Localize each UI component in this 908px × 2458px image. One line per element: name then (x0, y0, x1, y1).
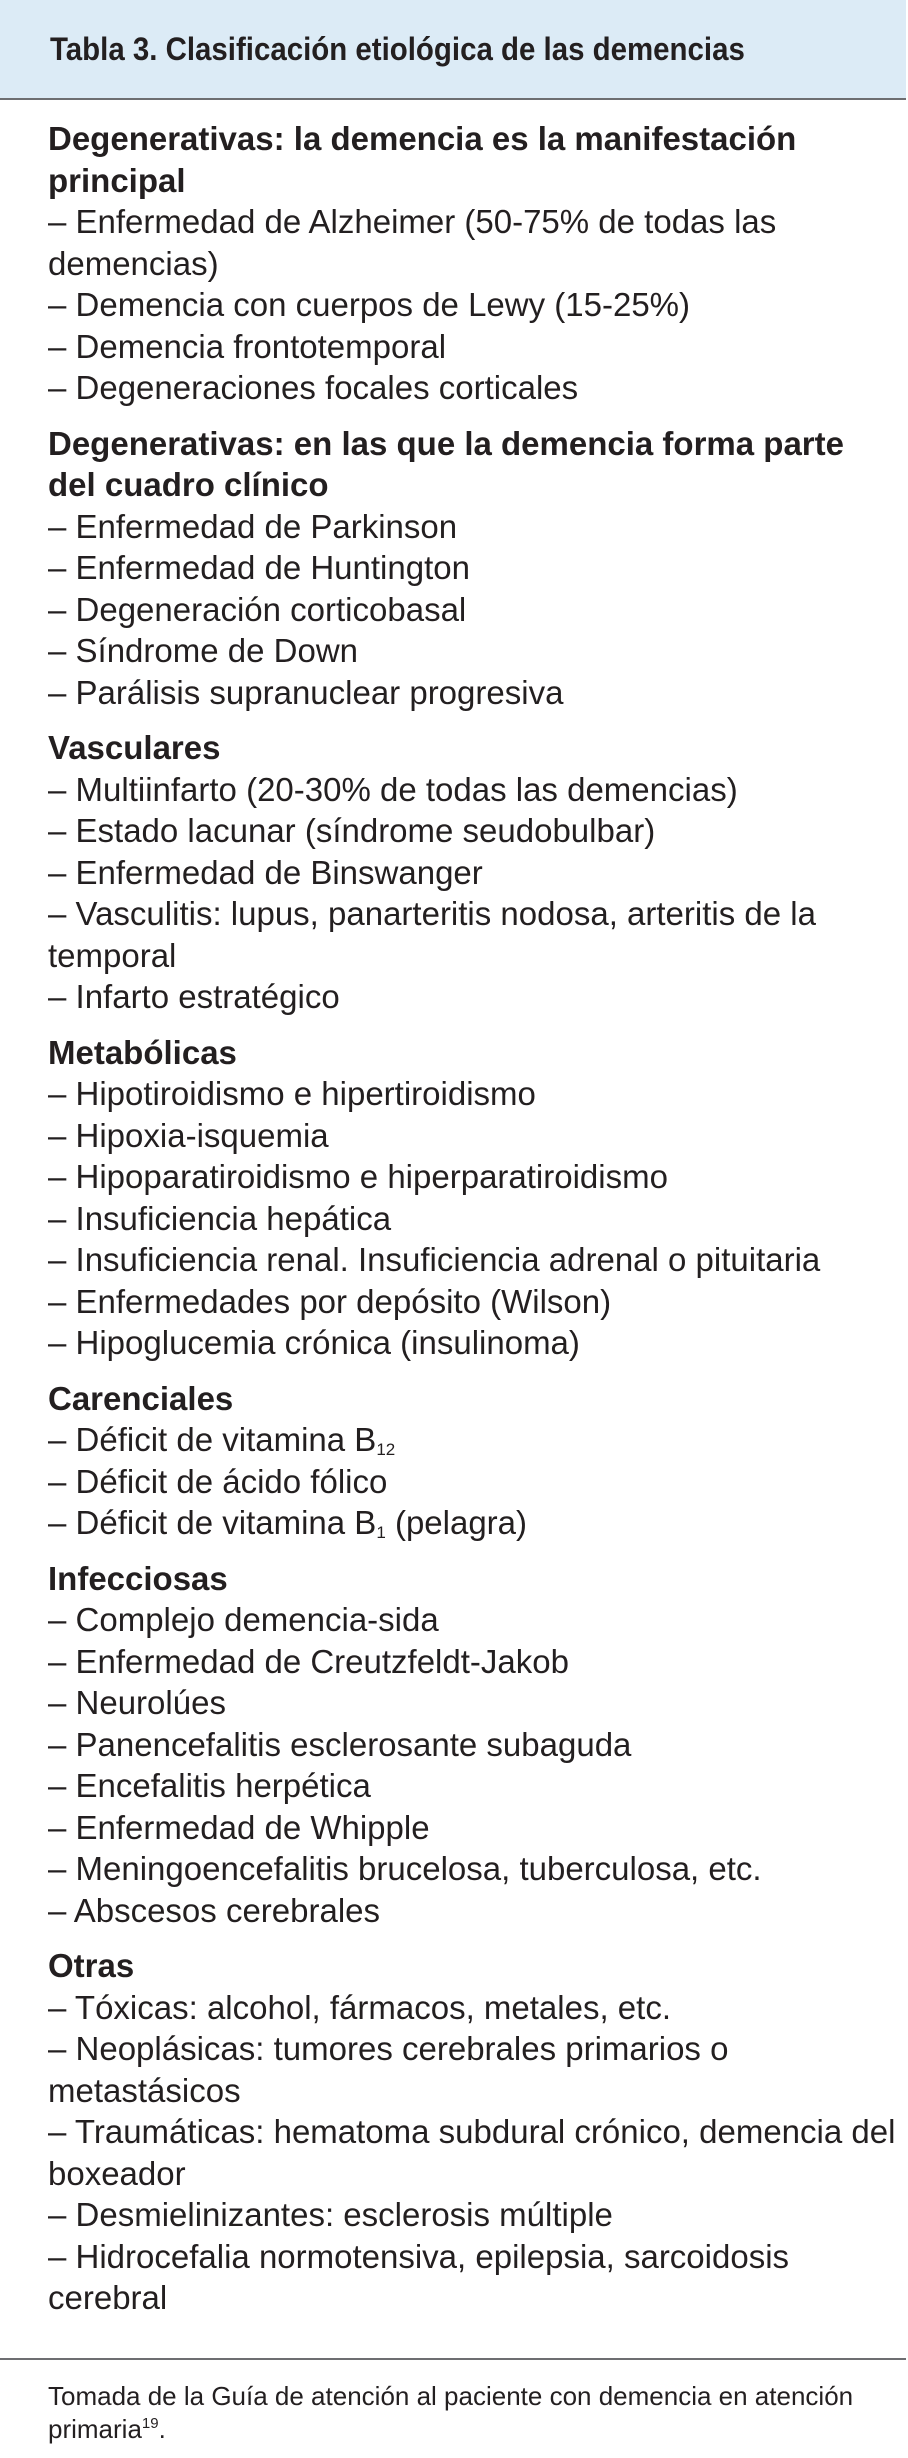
list-item: – Enfermedad de Parkinson (48, 507, 458, 545)
list-item: – Infarto estratégico (48, 978, 340, 1015)
list-item: – Enfermedad de Binswanger (48, 853, 483, 891)
list-item: – Encefalitis herpética (48, 1767, 371, 1804)
list-item: – Hipoglucemia crónica (insulinoma) (48, 1324, 580, 1361)
category-heading: Degenerativas: en las que la demencia forma parte del cuadro clínico (48, 424, 844, 503)
list-item: – Tóxicas: alcohol, fármacos, metales, etc. (48, 1988, 671, 2026)
list-item: – Neoplásicas: tumores cerebrales primarios o metastásicos (48, 2030, 729, 2109)
category-heading: Metabólicas (48, 1033, 237, 1071)
list-item: – Demencia frontotemporal (48, 327, 447, 365)
list-item: – Degeneraciones focales corticales (48, 369, 579, 406)
list-item (48, 1502, 898, 1544)
list-item: – Panencefalitis esclerosante subaguda (48, 1725, 632, 1763)
vitamin-subscript: 1 (376, 1523, 386, 1542)
list-item: – Insuficiencia hepática (48, 1199, 392, 1237)
list-item: – Degeneración corticobasal (48, 590, 467, 628)
list-item: – Abscesos cerebrales (48, 1891, 381, 1929)
footnote-reference: 19 (141, 2415, 159, 2432)
category-heading: Degenerativas: la demencia es la manifestación principal (48, 120, 797, 199)
category-section (48, 423, 898, 714)
list-item (48, 1419, 898, 1461)
footer-divider (0, 2358, 906, 2360)
category-section (48, 118, 898, 409)
category-heading: Otras (48, 1947, 135, 1984)
list-item: – Multiinfarto (20-30% de todas las demencias) (48, 770, 738, 808)
list-item: – Parálisis supranuclear progresiva (48, 673, 564, 711)
list-item: – Insuficiencia renal. Insuficiencia adrenal o pituitaria (48, 1241, 821, 1278)
list-item: – Estado lacunar (síndrome seudobulbar) (48, 812, 656, 849)
list-item: – Enfermedad de Alzheimer (50-75% de todas las demencias) (48, 203, 777, 282)
list-item: – Hipotiroidismo e hipertiroidismo (48, 1075, 536, 1112)
category-heading: Carenciales (48, 1379, 234, 1417)
list-item: – Enfermedad de Whipple (48, 1808, 430, 1846)
list-item: – Enfermedad de Huntington (48, 549, 470, 586)
list-item: – Enfermedad de Creutzfeldt-Jakob (48, 1642, 569, 1680)
list-item-text: – Déficit de vitamina B (48, 1504, 377, 1541)
category-heading: Vasculares (48, 729, 221, 766)
list-item: – Hipoxia-isquemia (48, 1116, 329, 1154)
list-item: – Vasculitis: lupus, panarteritis nodosa, arteritis de la temporal (48, 895, 816, 974)
category-heading: Infecciosas (48, 1559, 228, 1597)
category-section (48, 1945, 898, 2319)
list-item: – Déficit de ácido fólico (48, 1462, 388, 1500)
category-section (48, 1558, 898, 1932)
table-body (48, 118, 898, 2333)
list-item: – Enfermedades por depósito (Wilson) (48, 1282, 612, 1320)
title-divider (0, 98, 906, 100)
table-title: Tabla 3. Clasificación etiológica de las demencias (50, 30, 745, 67)
vitamin-subscript: 12 (376, 1440, 396, 1459)
list-item: – Hipoparatiroidismo e hiperparatiroidismo (48, 1158, 668, 1195)
footnote-text: Tomada de la Guía de atención al paciente con demencia en atención primaria (48, 2381, 854, 2444)
list-item: – Demencia con cuerpos de Lewy (15-25%) (48, 286, 691, 323)
list-item: – Síndrome de Down (48, 632, 359, 669)
list-item: – Traumáticas: hematoma subdural crónico, demencia del boxeador (48, 2113, 896, 2192)
table-footnote (48, 2380, 898, 2446)
table-title-bar (0, 0, 906, 98)
list-item-suffix: (pelagra) (385, 1504, 528, 1541)
list-item: – Meningoencefalitis brucelosa, tuberculosa, etc. (48, 1850, 762, 1887)
list-item-text: – Déficit de vitamina B (48, 1421, 377, 1458)
category-section (48, 1032, 898, 1364)
list-item: – Neurolúes (48, 1684, 226, 1721)
list-item: – Hidrocefalia normotensiva, epilepsia, sarcoidosis cerebral (48, 2237, 790, 2316)
category-section (48, 727, 898, 1018)
footnote-end: . (158, 2414, 166, 2444)
list-item: – Desmielinizantes: esclerosis múltiple (48, 2196, 613, 2233)
category-section (48, 1378, 898, 1544)
list-item: – Complejo demencia-sida (48, 1601, 439, 1638)
